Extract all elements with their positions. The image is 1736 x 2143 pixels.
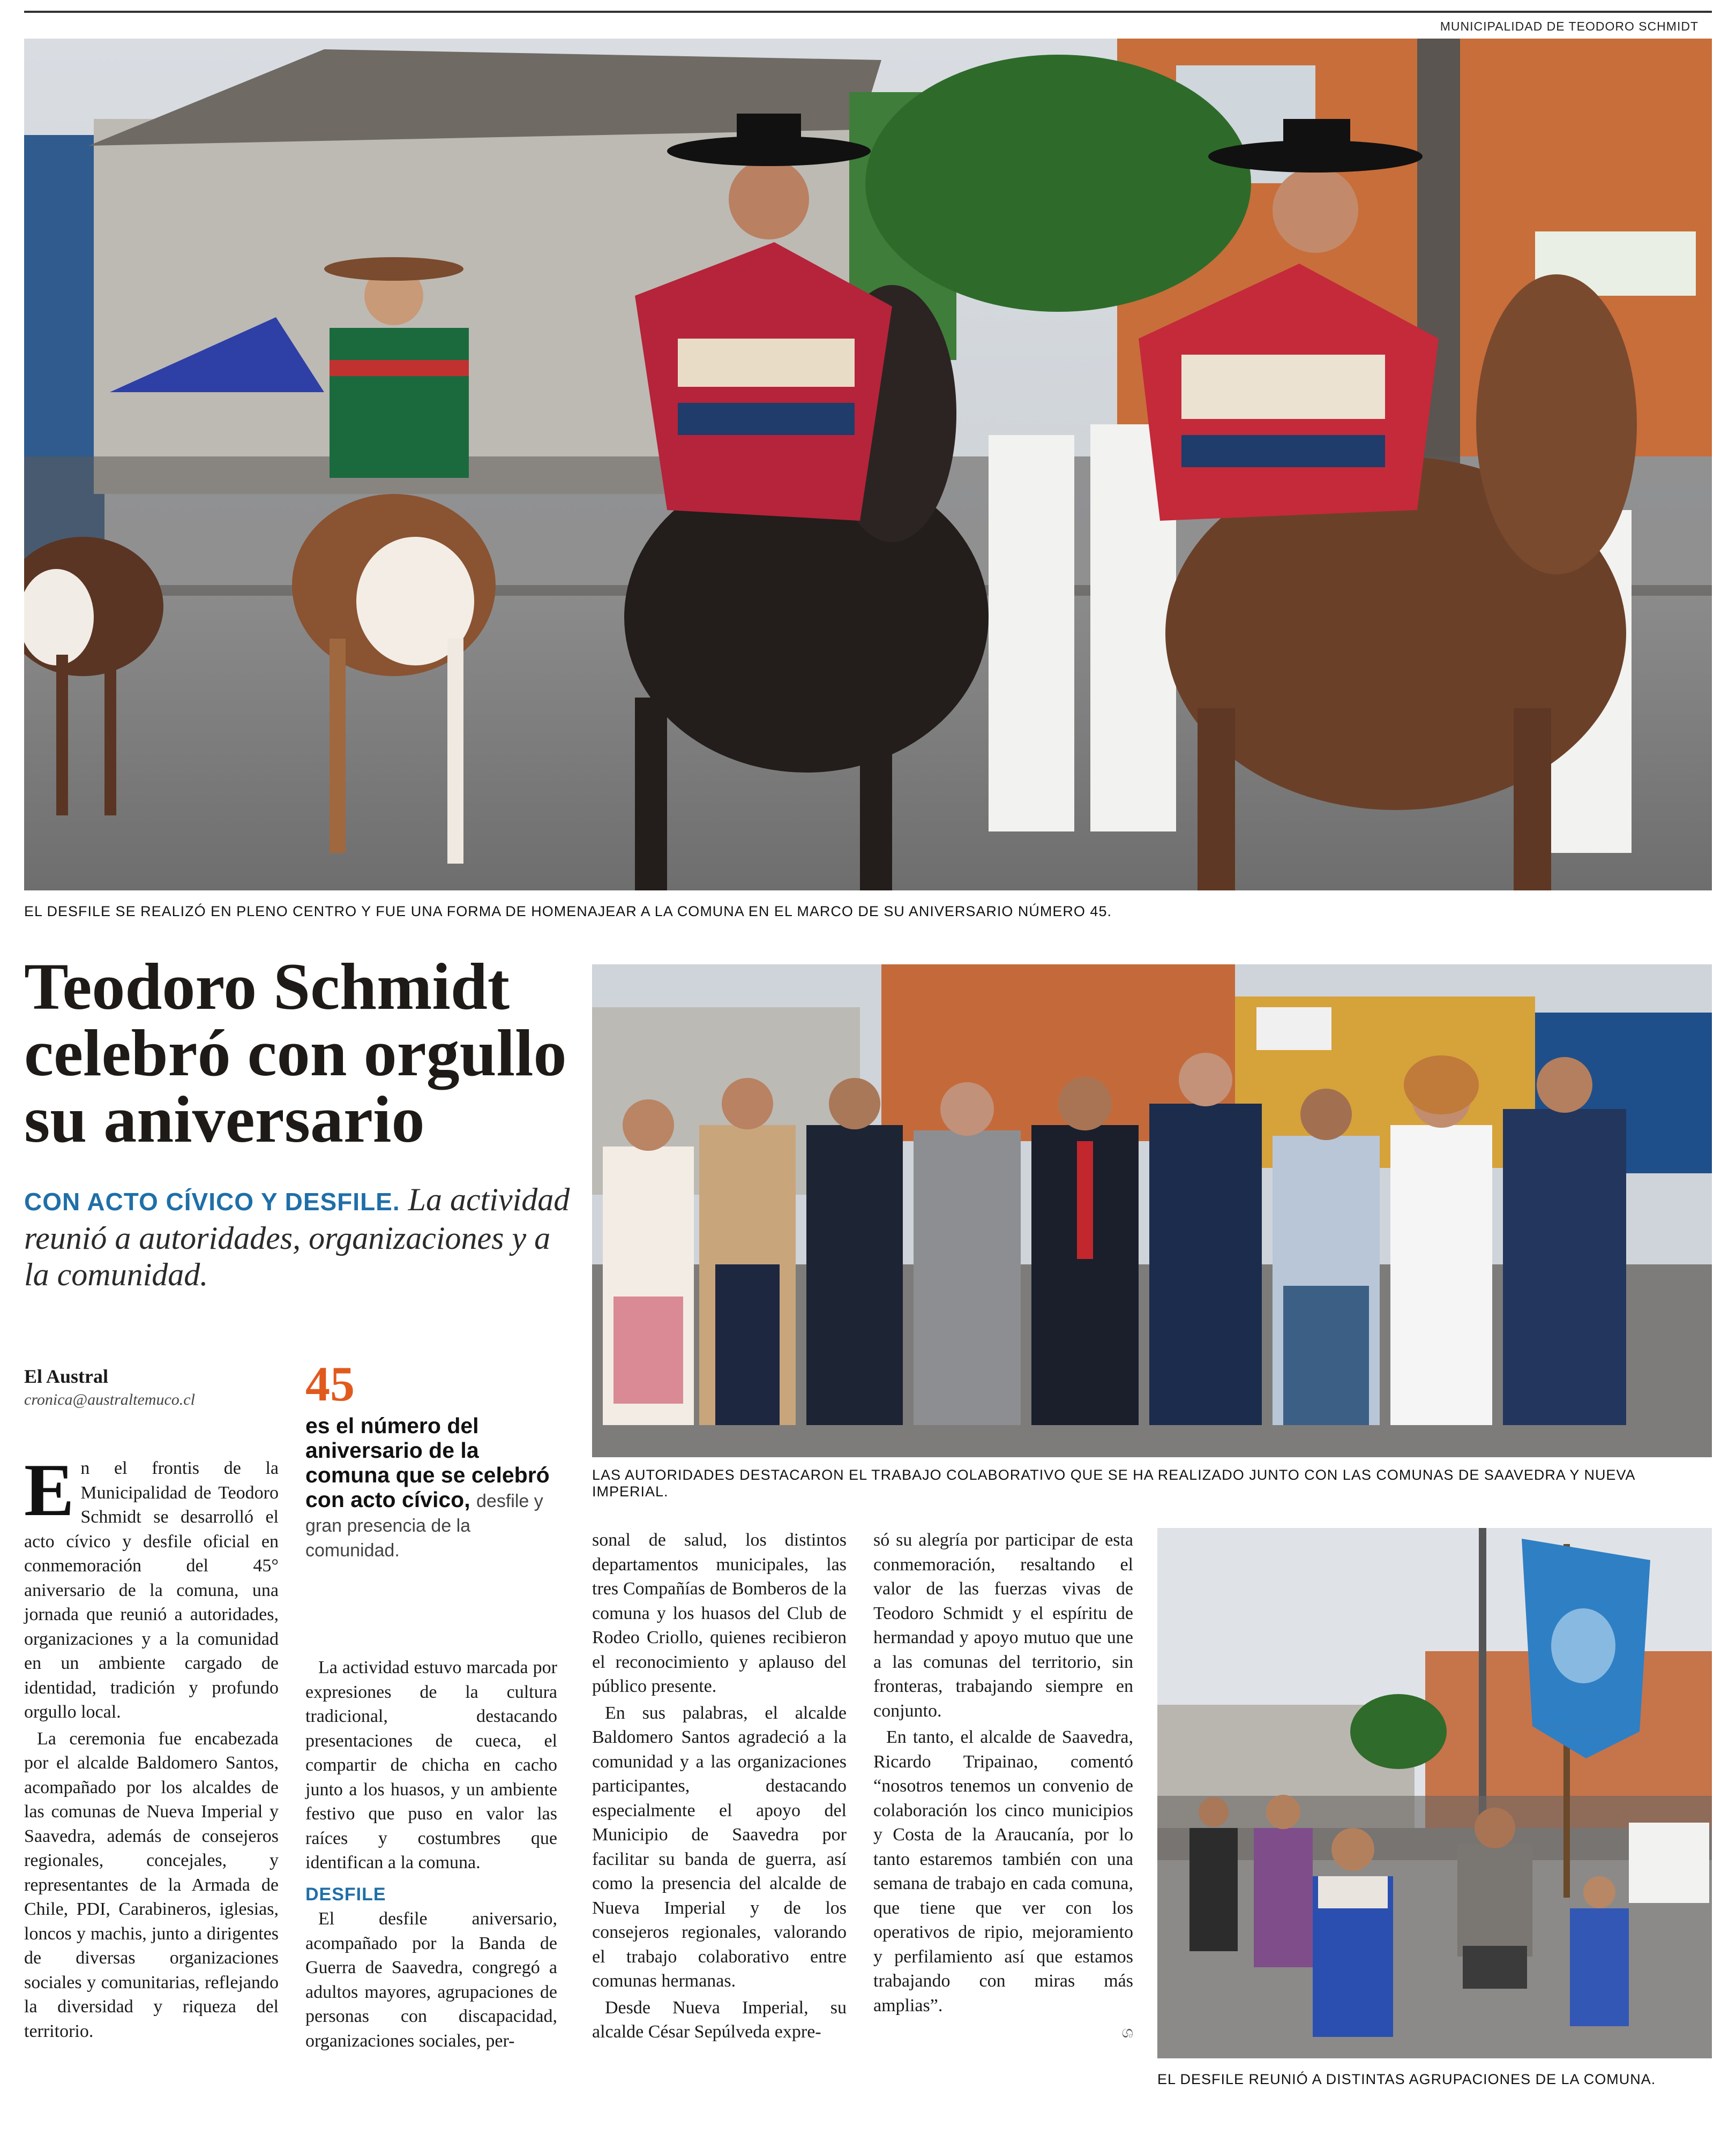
parade-photo <box>1157 1528 1712 2058</box>
col2-paragraph-1: La actividad estuvo marcada por expresiones de la cultura tradicional, destacando presentaciones de cueca, el compartir de chicha en cacho junto a los huasos, y un ambiente festivo que puso en valor las raíces y costumbres que identifican a la comuna. <box>305 1658 557 1872</box>
col4-paragraph-2: En tanto, el alcalde de Saavedra, Ricardo Tripainao, comentó “nosotros tenemos un convenio de colaboración los cinco municipios y Costa de la Araucanía, por lo tanto estaremos también con una semana de trabajo en cada comuna, que tiene que ver con los operativos de ripio, mejoramiento y perfilamiento así que estamos trabajando con miras más amplias”. <box>873 1727 1133 2015</box>
authorities-photo-image <box>592 964 1712 1457</box>
subhead-desfile: DESFILE <box>305 1884 386 1905</box>
authorities-photo <box>592 964 1712 1457</box>
col3-paragraph-2: En sus palabras, el alcalde Baldomero Santos agradeció a la comunidad y a las organizaciones participantes, destacando especialmente el apoyo del Municipio de Saavedra por facilitar su banda de guerra, así como la presencia del alcalde de Nueva Imperial y de los consejeros regionales, valorando el trabajo colaborativo entre comunas hermanas. <box>592 1703 847 1991</box>
column-3 <box>592 1528 847 2047</box>
dek-kicker: CON ACTO CÍVICO Y DESFILE. <box>24 1188 400 1216</box>
fact-bold: es el número del aniversario de la comuna que se celebró con acto cívico, <box>305 1413 550 1512</box>
col3-paragraph-1: sonal de salud, los distintos departamentos municipales, las tres Compañías de Bomberos de la comuna y los huasos del Club de Rodeo Criollo, quienes recibieron el reconocimiento y aplauso del público presente. <box>592 1530 847 1696</box>
top-photo <box>24 39 1712 890</box>
headline: Teodoro Schmidt celebró con orgullo su aniversario <box>24 950 567 1156</box>
parade-photo-caption: EL DESFILE REUNIÓ A DISTINTAS AGRUPACIONES DE LA COMUNA. <box>1157 2071 1656 2087</box>
top-rule <box>24 11 1712 13</box>
fact-rest: desfile y gran presencia de la comunidad. <box>305 1491 543 1561</box>
end-mark-icon: ශ <box>1121 2024 1133 2041</box>
col3-paragraph-3: Desde Nueva Imperial, su alcalde César Sepúlveda expre- <box>592 1997 847 2042</box>
dek-text: La actividad reunió a autoridades, organizaciones y a la comunidad. <box>24 1182 570 1292</box>
authorities-photo-caption: LAS AUTORIDADES DESTACARON EL TRABAJO COLABORATIVO QUE SE HA REALIZADO JUNTO CON LAS COMUNAS DE SAAVEDRA Y NUEVA IMPERIAL. <box>592 1467 1635 1500</box>
column-4 <box>873 1528 1133 2045</box>
fact-number: 45 <box>305 1357 355 1411</box>
top-photo-caption: EL DESFILE SE REALIZÓ EN PLENO CENTRO Y FUE UNA FORMA DE HOMENAJEAR A LA COMUNA EN EL MARCO DE SU ANIVERSARIO NÚMERO 45. <box>24 903 1112 919</box>
col2-paragraph-2: El desfile aniversario, acompañado por la Banda de Guerra de Saavedra, congregó a adultos mayores, agrupaciones de personas con discapacidad, organizaciones sociales, per- <box>305 1909 557 2051</box>
col1-paragraph-2: La ceremonia fue encabezada por el alcalde Baldomero Santos, acompañado por los alcaldes de las comunas de Nueva Imperial y Saavedra, además de consejeros regionales, concejales, y representantes de la Armada de Chile, PDI, Carabineros, iglesias, loncos y machis, junto a dirigentes de diversas organizaciones sociales y comunitarias, reflejando la diversidad y riqueza del territorio. <box>24 1728 279 2041</box>
column-1 <box>24 1449 279 2045</box>
photo-credit: MUNICIPALIDAD DE TEODORO SCHMIDT <box>1440 19 1698 33</box>
col4-paragraph-1: só su alegría por participar de esta conmemoración, resaltando el valor de las fuerzas vivas de Teodoro Schmidt y el espíritu de hermandad y apoyo mutuo que une a las comunas del territorio, sin fronteras, trabajando siempre en conjunto. <box>873 1530 1133 1721</box>
top-photo-image <box>24 39 1712 890</box>
parade-photo-image <box>1157 1528 1712 2058</box>
author-email: cronica@australtemuco.cl <box>24 1391 195 1408</box>
dek <box>24 1181 576 1293</box>
column-2 <box>305 1655 557 2055</box>
byline: El Austral <box>24 1366 109 1387</box>
col1-paragraph-1: n el frontis de la Municipalidad de Teodoro Schmidt se desarrolló el acto cívico y desfile oficial en conmemoración del 45° aniversario de la comuna, una jornada que reunió a autoridades, organizaciones y a la comunidad en un ambiente cargado de identidad, tradición y profundo orgullo local. <box>24 1458 279 1722</box>
fact-text <box>305 1413 557 1561</box>
dropcap: E <box>24 1449 74 1532</box>
